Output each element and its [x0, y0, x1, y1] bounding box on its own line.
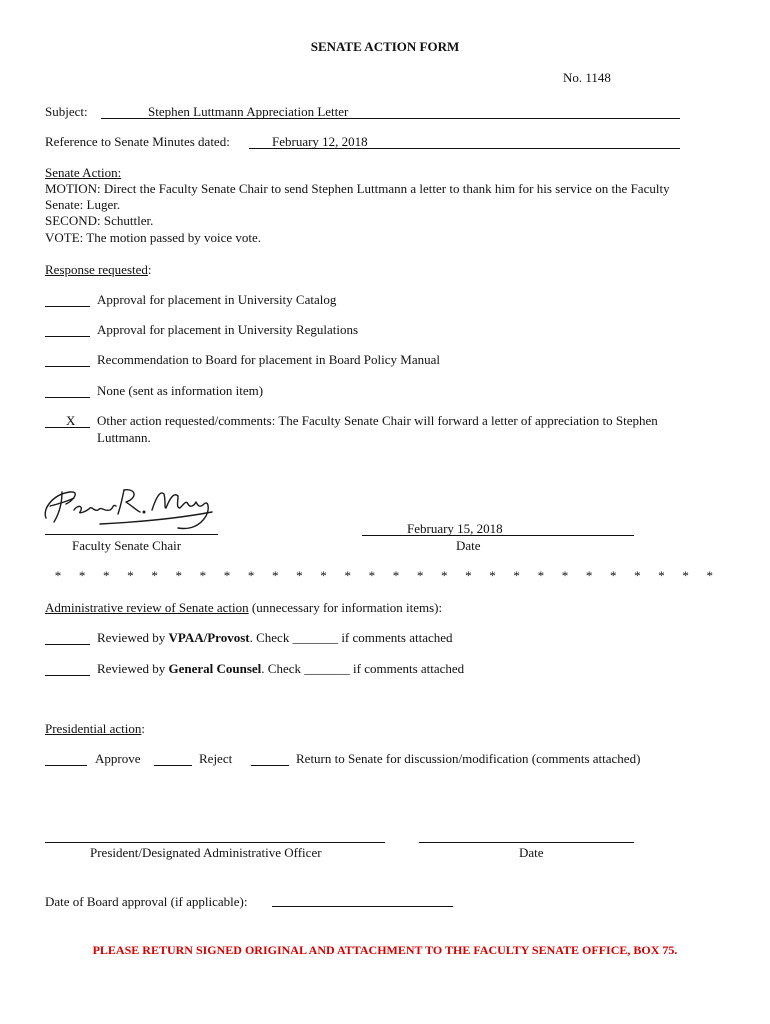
response-option-2: Approval for placement in University Regulations: [97, 322, 359, 337]
separator-star: *: [247, 568, 255, 583]
approve-checkbox[interactable]: [45, 765, 87, 766]
return-label: Return to Senate for discussion/modification (comments attached): [296, 751, 641, 766]
separator-star: *: [272, 568, 279, 583]
signature-date-value[interactable]: February 15, 2018: [407, 521, 503, 536]
separator-star: *: [441, 568, 448, 583]
counsel-review-text: Reviewed by General Counsel. Check _______ if comments attached: [97, 661, 465, 676]
separator-star: *: [368, 568, 376, 583]
response-option-5: Other action requested/comments: The Faculty Senate Chair will forward a letter of appreciation to Stephen: [97, 413, 658, 428]
separator-star: *: [682, 568, 689, 583]
separator-star: *: [223, 568, 231, 583]
form-title: SENATE ACTION FORM: [310, 39, 460, 54]
subject-label: Subject:: [45, 104, 88, 119]
return-checkbox[interactable]: [251, 765, 289, 766]
separator-star: *: [489, 568, 496, 583]
presidential-heading: Presidential action:: [45, 721, 146, 736]
board-approval-line[interactable]: [272, 906, 453, 907]
board-approval-label: Date of Board approval (if applicable):: [45, 894, 248, 909]
response-checkbox-2[interactable]: [45, 336, 90, 337]
officer-signature-line[interactable]: [45, 842, 385, 843]
chair-signature: [40, 478, 220, 534]
separator-star: *: [296, 568, 303, 583]
separator-star: *: [78, 568, 86, 583]
motion-line-2: Senate: Luger.: [45, 197, 121, 212]
signature-date-line: [362, 535, 634, 536]
response-option-1: Approval for placement in University Catalog: [97, 292, 337, 307]
response-heading: Response requested:: [45, 262, 152, 277]
reject-label: Reject: [199, 751, 233, 766]
separator-star: *: [537, 568, 545, 583]
officer-date-line[interactable]: [419, 842, 634, 843]
second-line: SECOND: Schuttler.: [45, 213, 154, 228]
chair-signature-line: [45, 534, 218, 535]
separator-star: *: [54, 568, 62, 583]
subject-value[interactable]: Stephen Luttmann Appreciation Letter: [148, 104, 349, 119]
officer-label: President/Designated Administrative Officer: [90, 845, 322, 860]
separator-star: *: [320, 568, 327, 583]
separator-star: *: [175, 568, 182, 583]
vpaa-review-text: Reviewed by VPAA/Provost. Check _______ if comments attached: [97, 630, 453, 645]
separator-star: *: [103, 568, 110, 583]
response-checkbox-3[interactable]: [45, 366, 90, 367]
separator-star: *: [151, 568, 158, 583]
separator-star: *: [465, 568, 472, 583]
separator-star: *: [344, 568, 351, 583]
separator-star: *: [706, 568, 714, 583]
response-option-3: Recommendation to Board for placement in Board Policy Manual: [97, 352, 440, 367]
response-mark-5: X: [66, 413, 76, 428]
motion-line-1: MOTION: Direct the Faculty Senate Chair to send Stephen Luttmann a letter to thank him for his service on the Faculty: [45, 181, 670, 196]
star-separator: [54, 568, 714, 584]
reference-value[interactable]: February 12, 2018: [272, 134, 368, 149]
vpaa-review-checkbox[interactable]: [45, 644, 90, 645]
separator-star: *: [199, 568, 207, 583]
separator-star: *: [609, 568, 617, 583]
separator-star: *: [585, 568, 593, 583]
response-option-5-cont: Luttmann.: [97, 430, 151, 445]
response-option-4: None (sent as information item): [97, 383, 264, 398]
separator-star: *: [127, 568, 134, 583]
reference-label: Reference to Senate Minutes dated:: [45, 134, 230, 149]
separator-star: *: [561, 568, 569, 583]
signature-date-label: Date: [456, 538, 481, 553]
separator-star: *: [392, 568, 400, 583]
officer-date-label: Date: [519, 845, 544, 860]
response-checkbox-1[interactable]: [45, 306, 90, 307]
vote-line: VOTE: The motion passed by voice vote.: [45, 230, 262, 245]
admin-review-heading: Administrative review of Senate action (unnecessary for information items):: [45, 600, 443, 615]
counsel-review-checkbox[interactable]: [45, 675, 90, 676]
separator-star: *: [416, 568, 424, 583]
response-checkbox-4[interactable]: [45, 397, 90, 398]
reject-checkbox[interactable]: [154, 765, 192, 766]
separator-star: *: [634, 568, 641, 583]
approve-label: Approve: [95, 751, 141, 766]
senate-action-heading: Senate Action:: [45, 165, 122, 180]
form-number: No. 1148: [563, 70, 611, 85]
separator-star: *: [513, 568, 520, 583]
return-notice: PLEASE RETURN SIGNED ORIGINAL AND ATTACHMENT TO THE FACULTY SENATE OFFICE, BOX 75.: [92, 943, 678, 957]
separator-star: *: [658, 568, 665, 583]
chair-label: Faculty Senate Chair: [72, 538, 182, 553]
